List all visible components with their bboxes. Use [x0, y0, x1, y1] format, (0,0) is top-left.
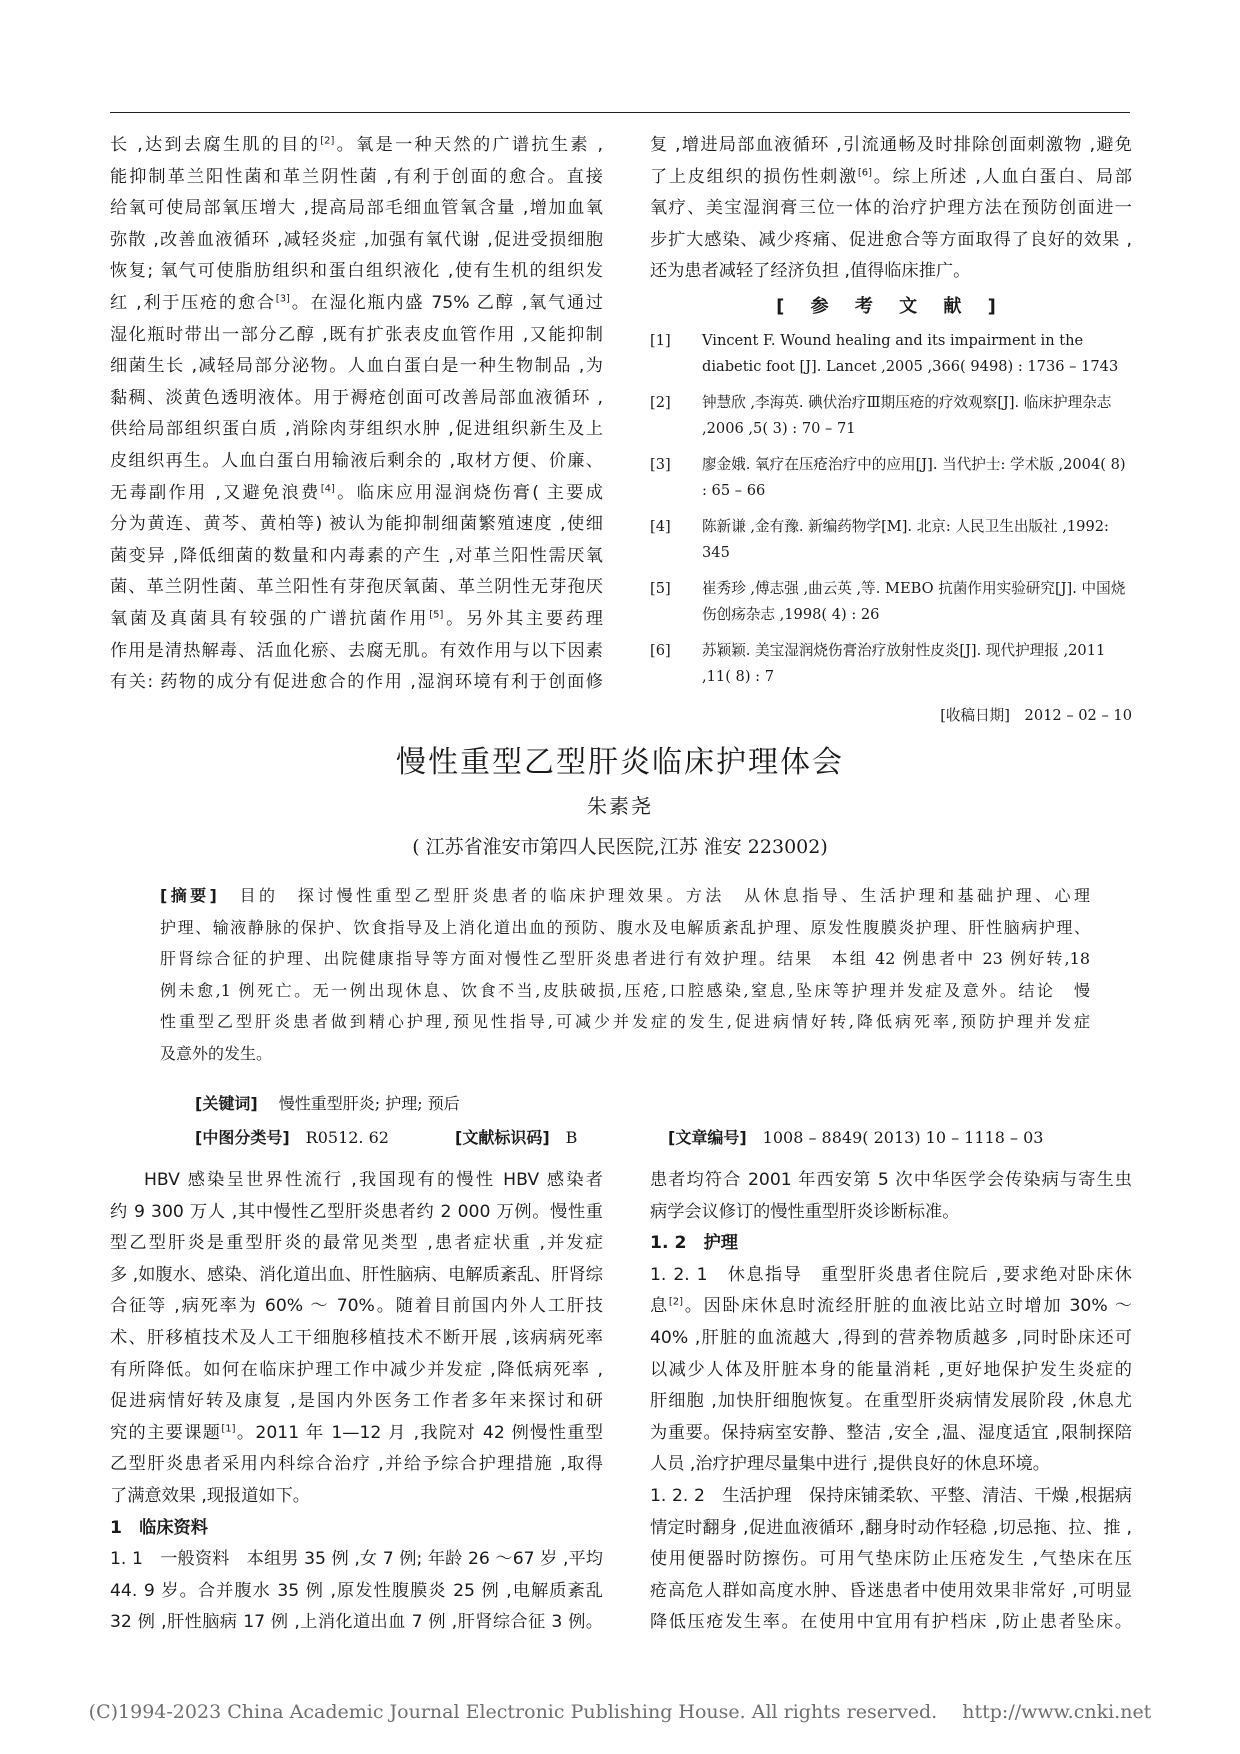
text-line: 疮高危人群如高度水肿、昏迷患者中使用效果非常好 ,可明显 [650, 1580, 1132, 1601]
article-number: [文章编号] 1008 – 8849( 2013) 10 – 1118 – 03 [668, 1128, 1044, 1147]
text-line: 了上皮组织的损伤性刺激[6]。综上所述 ,人血白蛋白、局部 [650, 166, 1132, 187]
text-line: 给氧可使局部氧压增大 ,提高局部毛细血管氧含量 ,增加血氧 [110, 198, 603, 219]
text-line: 黏稠、淡黄色透明液体。用于褥疮创面可改善局部血液循环 , [110, 387, 603, 408]
text-line: 使用便器时防擦伤。可用气垫床防止压疮发生 ,气垫床在压 [650, 1549, 1132, 1570]
prev-article-left-column [110, 130, 603, 699]
reference-item: [4] 陈新谦 ,金有豫. 新编药物学[M]. 北京: 人民卫生出版社 ,1992: 345 [650, 517, 1109, 561]
reference-item: [1] Vincent F. Wound healing and its impairment in the diabetic foot [J]. Lancet ,2005 ,366( 9498) : 1736 – 1743 [650, 331, 1119, 375]
text-line: 究的主要课题[1]。2011 年 1—12 月 ,我院对 42 例慢性重型 [110, 1422, 603, 1443]
abstract-label: [摘要] [160, 886, 217, 905]
text-line: 以减少人体及肝脏本身的能量消耗 ,更好地保护发生炎症的 [650, 1359, 1132, 1380]
author-affiliation: ( 江苏省淮安市第四人民医院,江苏 淮安 223002) [412, 836, 828, 858]
abstract-line: 及意外的发生。 [160, 1043, 273, 1063]
text-line: 湿化瓶时带出一部分乙醇 ,既有扩张表皮血管作用 ,又能抑制 [110, 324, 603, 345]
text-line: 人员 ,治疗护理尽量集中进行 ,提供良好的休息环境。 [650, 1454, 1050, 1475]
keywords [195, 1091, 460, 1114]
section-heading: 1 临床资料 [110, 1517, 208, 1538]
section-heading: 1. 2 护理 [650, 1233, 738, 1254]
text-line: 皮组织再生。人血白蛋白用输液后剩余的 ,取材方便、价廉、 [110, 450, 603, 471]
text-line: 为重要。保持病室安静、整洁 ,安全 ,温、湿度适宜 ,限制探陪 [650, 1422, 1132, 1443]
text-line: 分为黄连、黄芩、黄柏等) 被认为能抑制细菌繁殖速度 ,使细 [110, 514, 603, 535]
text-line: 复 ,增进局部血液循环 ,引流通畅及时排除创面刺激物 ,避免 [650, 135, 1132, 155]
abstract-line: 护理、输液静脉的保护、饮食指导及上消化道出血的预防、腹水及电解质紊乱护理、原发性腹膜炎护理、肝性脑病护理、 [160, 917, 1090, 937]
reference-item: [2] 钟慧欣 ,李海英. 碘伏治疗Ⅲ期压疮的疗效观察[J]. 临床护理杂志 ,2006 ,5( 3) : 70 – 71 [650, 393, 1112, 437]
text-line: 细菌生长 ,减轻局部分泌物。人血白蛋白是一种生物制品 ,为 [110, 356, 603, 377]
text-line: 菌变异 ,降低细菌的数量和内毒素的产生 ,对革兰阳性需厌氧 [110, 545, 603, 566]
header-rule [110, 112, 1130, 113]
text-line: 氧疗、美宝湿润膏三位一体的治疗护理方法在预防创面进一 [650, 198, 1132, 219]
document-code: [文献标识码] B [455, 1128, 578, 1147]
keywords-value: 慢性重型肝炎; 护理; 预后 [278, 1094, 460, 1113]
text-line: 肝细胞 ,加快肝细胞恢复。在重型肝炎病情发展阶段 ,休息尤 [650, 1391, 1132, 1412]
received-date: [收稿日期] 2012 – 02 – 10 [940, 706, 1132, 724]
abstract-line: [摘要] 目的 探讨慢性重型乙型肝炎患者的临床护理效果。方法 从休息指导、生活护理和基础护理、心理 [160, 886, 1090, 905]
text-line: 多 ,如腹水、感染、消化道出血、肝性脑病、电解质紊乱、肝肾综 [110, 1264, 603, 1285]
reference-item: [3] 廖金娥. 氧疗在压疮治疗中的应用[J]. 当代护士: 学术版 ,2004( 8) : 65 – 66 [650, 455, 1126, 499]
text-line: 病学会议修订的慢性重型肝炎诊断标准。 [650, 1201, 960, 1222]
text-line: 降低压疮发生率。在使用中宜用有护档床 ,防止患者坠床。 [650, 1612, 1132, 1633]
text-line: 乙型肝炎患者采用内科综合治疗 ,并给予综合护理措施 ,取得 [110, 1454, 603, 1475]
text-line: 44. 9 岁。合并腹水 35 例 ,原发性腹膜炎 25 例 ,电解质紊乱 [110, 1580, 603, 1601]
abstract [160, 880, 1090, 1070]
text-line: 40% ,肝脏的血流越大 ,得到的营养物质越多 ,同时卧床还可 [650, 1327, 1132, 1348]
text-line: 患者均符合 2001 年西安第 5 次中华医学会传染病与寄生虫 [650, 1170, 1132, 1190]
keywords-label: [关键词] [195, 1094, 258, 1113]
reference-list [650, 328, 1132, 690]
text-line: 供给局部组织蛋白质 ,消除肉芽组织水肿 ,促进组织新生及上 [110, 419, 603, 440]
prev-article-right-column [650, 130, 1132, 732]
abstract-line: 性重型乙型肝炎患者做到精心护理,预见性指导,可减少并发症的发生,促进病情好转,降低病死率,预防护理并发症 [160, 1012, 1090, 1032]
copyright-footer: (C)1994-2023 China Academic Journal Electronic Publishing House. All rights reserved. http://www.cnki.net [88, 1701, 1152, 1723]
text-line: 1. 2. 1 休息指导 重型肝炎患者住院后 ,要求绝对卧床休 [650, 1264, 1132, 1285]
text-line: 长 ,达到去腐生肌的目的[2]。氧是一种天然的广谱抗生素 , [110, 135, 603, 155]
text-line: 促进病情好转及康复 ,是国内外医务工作者多年来探讨和研 [110, 1391, 603, 1412]
text-line: 息[2]。因卧床休息时流经肝脏的血液比站立时增加 30% ～ [650, 1296, 1132, 1317]
text-line: 1. 1 一般资料 本组男 35 例 ,女 7 例; 年龄 26 ～67 岁 ,平均 [110, 1549, 603, 1570]
text-line: 约 9 300 万人 ,其中慢性乙型肝炎患者约 2 000 万例。慢性重 [110, 1201, 603, 1222]
text-line: 32 例 ,肝性脑病 17 例 ,上消化道出血 7 例 ,肝肾综合征 3 例。 [110, 1612, 603, 1633]
author-name: 朱素尧 [587, 794, 653, 818]
text-line: HBV 感染呈世界性流行 ,我国现有的慢性 HBV 感染者 [144, 1170, 603, 1190]
text-line: 1. 2. 2 生活护理 保持床铺柔软、平整、清洁、干燥 ,根据病 [650, 1485, 1132, 1506]
text-line: 作用是清热解毒、活血化瘀、去腐无肌。有效作用与以下因素 [110, 640, 603, 661]
text-line: 无毒副作用 ,又避免浪费[4]。临床应用湿润烧伤膏( 主要成 [110, 482, 603, 503]
text-line: 有所降低。如何在临床护理工作中减少并发症 ,降低病死率 , [110, 1359, 603, 1380]
reference-item: [6] 苏颖颖. 美宝湿润烧伤膏治疗放射性皮炎[J]. 现代护理报 ,2011 ,11( 8) : 7 [650, 641, 1106, 685]
text-line: 弥散 ,改善血液循环 ,减轻炎症 ,加强有氧代谢 ,促进受损细胞 [110, 229, 603, 250]
text-line: 氧菌及真菌具有较强的广谱抗菌作用[5]。另外其主要药理 [110, 608, 603, 629]
text-line: 红 ,利于压疮的愈合[3]。在湿化瓶内盛 75% 乙醇 ,氧气通过 [110, 292, 603, 313]
text-line: 还为患者减轻了经济负担 ,值得临床推广。 [650, 261, 971, 282]
text-line: 恢复; 氧气可使脂肪组织和蛋白组织液化 ,使有生机的组织发 [110, 261, 603, 282]
abstract-line: 肝肾综合征的护理、出院健康指导等方面对慢性乙型肝炎患者进行有效护理。结果 本组 42 例患者中 23 例好转,18 [160, 949, 1090, 969]
clc-number: [中图分类号] R0512. 62 [195, 1128, 389, 1147]
text-line: 情定时翻身 ,促进血液循环 ,翻身时动作轻稳 ,切忌拖、拉、推 , [650, 1517, 1132, 1538]
reference-item: [5] 崔秀珍 ,傅志强 ,曲云英 ,等. MEBO 抗菌作用实验研究[J]. 中国烧伤创疡杂志 ,1998( 4) : 26 [650, 579, 1126, 623]
text-line: 步扩大感染、减少疼痛、促进愈合等方面取得了良好的效果 , [650, 229, 1132, 250]
article-title: 慢性重型乙型肝炎临床护理体会 [396, 745, 844, 780]
text-line: 能抑制革兰阳性菌和革兰阴性菌 ,有利于创面的愈合。直接 [110, 166, 603, 187]
body-right-column [650, 1165, 1132, 1639]
abstract-line: 例未愈,1 例死亡。无一例出现休息、饮食不当,皮肤破损,压疮,口腔感染,窒息,坠床等护理并发症及意外。结论 慢 [160, 980, 1090, 1000]
text-line: 术、肝移植技术及人工干细胞移植技术不断开展 ,该病病死率 [110, 1327, 603, 1348]
text-line: 了满意效果 ,现报道如下。 [110, 1485, 310, 1506]
text-line: 合征等 ,病死率为 60% ～ 70%。随着目前国内外人工肝技 [110, 1296, 603, 1317]
text-line: 菌、革兰阴性菌、革兰阳性有芽孢厌氧菌、革兰阴性无芽孢厌 [110, 577, 603, 598]
text-line: 型乙型肝炎是重型肝炎的最常见类型 ,患者症状重 ,并发症 [110, 1233, 603, 1254]
text-line: 有关: 药物的成分有促进愈合的作用 ,湿润环境有利于创面修 [110, 672, 603, 693]
references-heading: [ 参 考 文 献 ] [776, 295, 1006, 317]
body-left-column [110, 1165, 603, 1639]
